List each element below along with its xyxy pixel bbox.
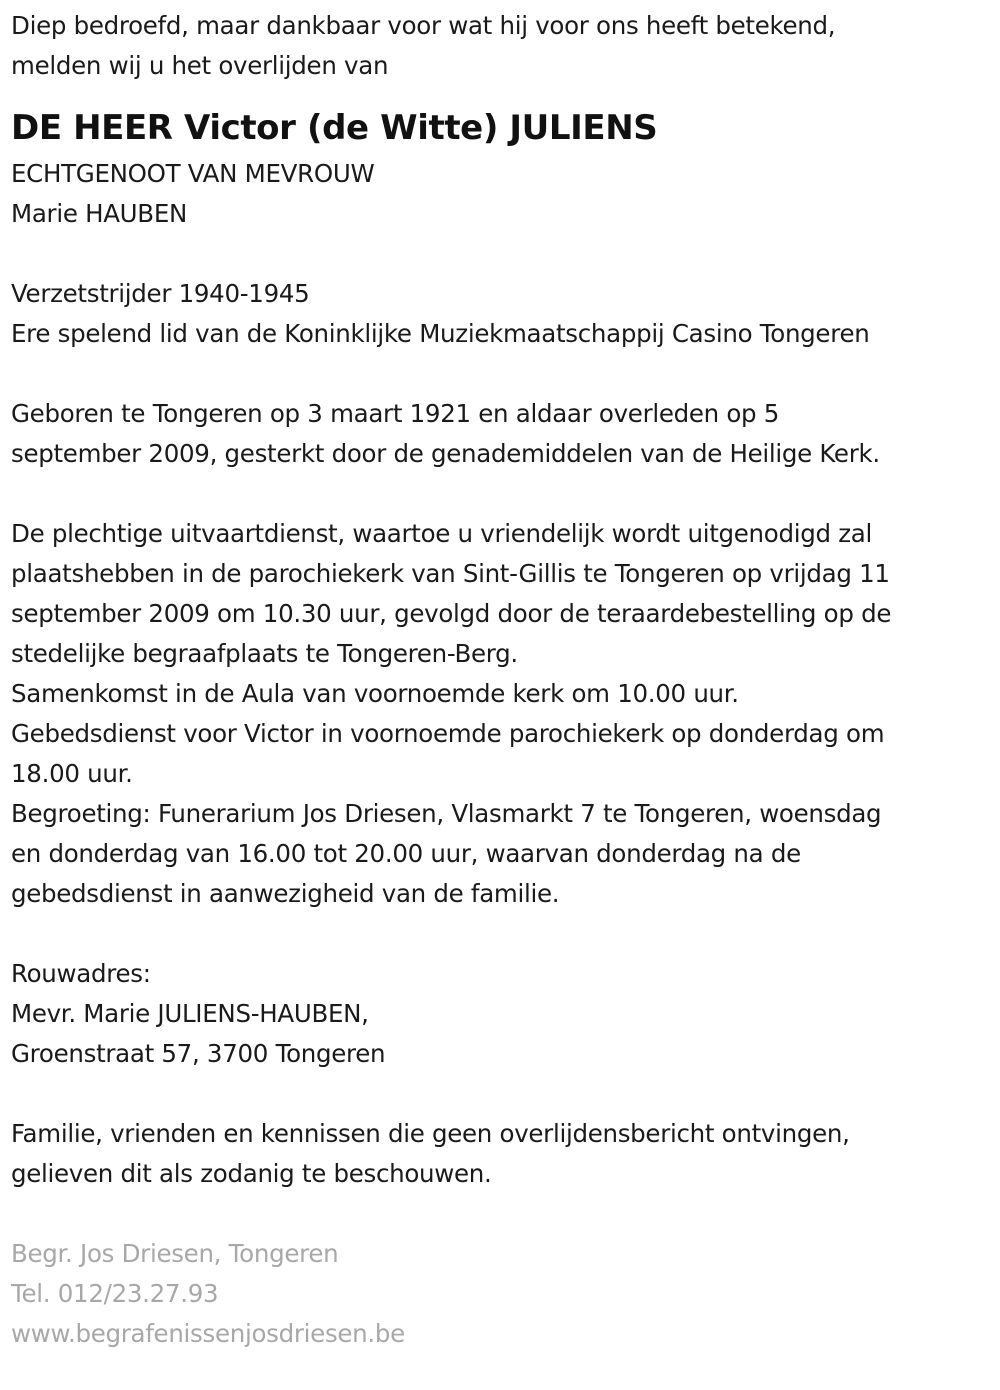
funeral-line: stedelijke begraafplaats te Tongeren-Berg. <box>11 639 518 668</box>
funeral-line: gebedsdienst in aanwezigheid van de familie. <box>11 879 560 908</box>
funeral-line: Samenkomst in de Aula van voornoemde kerk om 10.00 uur. <box>11 679 739 708</box>
honor-line: Ere spelend lid van de Koninklijke Muziekmaatschappij Casino Tongeren <box>11 319 870 348</box>
birth-death-line: Geboren te Tongeren op 3 maart 1921 en aldaar overleden op 5 <box>11 399 780 428</box>
undertaker-name: Begr. Jos Driesen, Tongeren <box>11 1239 339 1268</box>
address-line: Rouwadres: <box>11 959 151 988</box>
intro-line: melden wij u het overlijden van <box>11 51 389 80</box>
closing-line: Familie, vrienden en kennissen die geen overlijdensbericht ontvingen, <box>11 1119 850 1148</box>
closing-paragraph <box>11 1114 996 1194</box>
undertaker-footer <box>11 1234 996 1354</box>
address-paragraph <box>11 954 996 1074</box>
intro-paragraph <box>11 6 996 86</box>
undertaker-website: www.begrafenissenjosdriesen.be <box>11 1319 405 1348</box>
funeral-paragraph <box>11 514 996 914</box>
closing-line: gelieven dit als zodanig te beschouwen. <box>11 1159 492 1188</box>
birth-death-line: september 2009, gesterkt door de genademiddelen van de Heilige Kerk. <box>11 439 880 468</box>
birth-death-paragraph <box>11 394 996 474</box>
funeral-line: Begroeting: Funerarium Jos Driesen, Vlasmarkt 7 te Tongeren, woensdag <box>11 799 882 828</box>
spouse-line: ECHTGENOOT VAN MEVROUW <box>11 159 375 188</box>
undertaker-phone: Tel. 012/23.27.93 <box>11 1279 219 1308</box>
obituary-notice <box>11 6 996 1354</box>
funeral-line: en donderdag van 16.00 tot 20.00 uur, waarvan donderdag na de <box>11 839 801 868</box>
funeral-line: plaatshebben in de parochiekerk van Sint-Gillis te Tongeren op vrijdag 11 <box>11 559 890 588</box>
honors-paragraph <box>11 274 996 354</box>
funeral-line: Gebedsdienst voor Victor in voornoemde parochiekerk op donderdag om <box>11 719 885 748</box>
funeral-line: De plechtige uitvaartdienst, waartoe u vriendelijk wordt uitgenodigd zal <box>11 519 872 548</box>
address-line: Groenstraat 57, 3700 Tongeren <box>11 1039 386 1068</box>
deceased-name: DE HEER Victor (de Witte) JULIENS <box>11 108 658 148</box>
spouse-name: Marie HAUBEN <box>11 199 188 228</box>
intro-line: Diep bedroefd, maar dankbaar voor wat hij voor ons heeft betekend, <box>11 11 836 40</box>
address-line: Mevr. Marie JULIENS-HAUBEN, <box>11 999 369 1028</box>
funeral-line: september 2009 om 10.30 uur, gevolgd door de teraardebestelling op de <box>11 599 892 628</box>
funeral-line: 18.00 uur. <box>11 759 133 788</box>
honor-line: Verzetstrijder 1940-1945 <box>11 279 310 308</box>
